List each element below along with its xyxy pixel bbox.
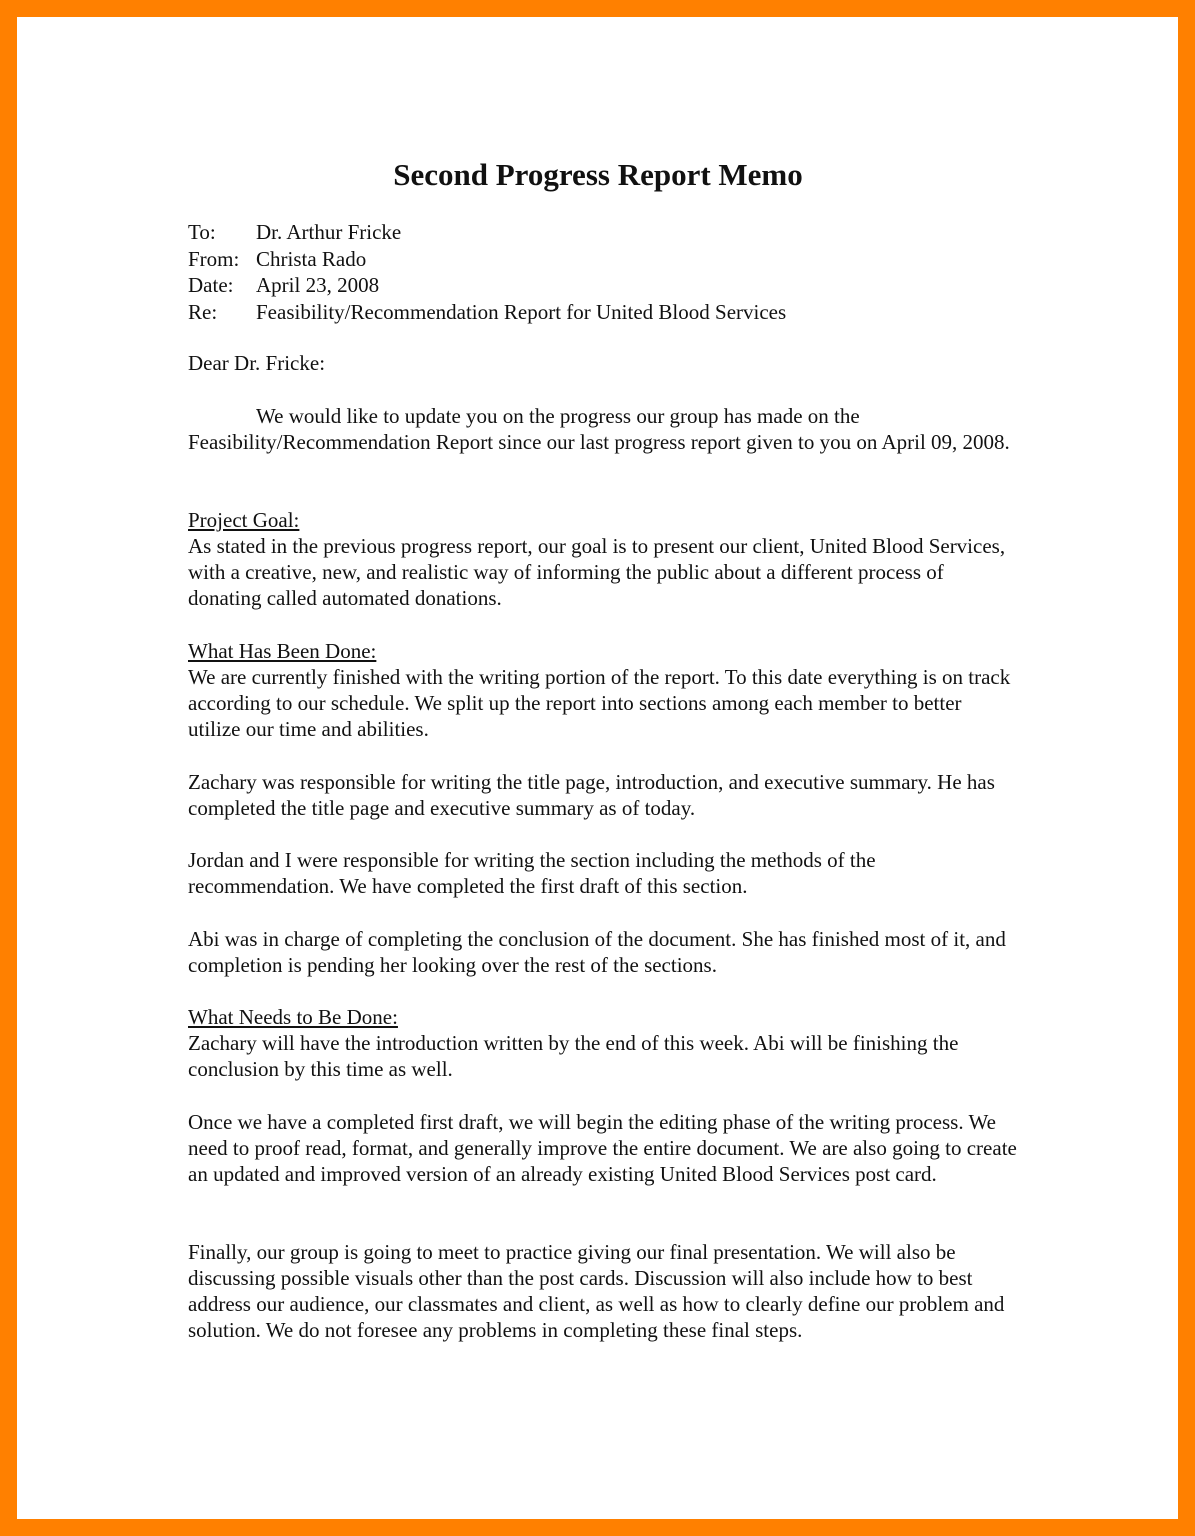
re-label: Re: <box>188 299 218 324</box>
memo-date-row <box>188 272 786 299</box>
salutation: Dear Dr. Fricke: <box>188 351 326 375</box>
todo-paragraph: Once we have a completed first draft, we will begin the editing phase of the writing process. We need to proof read, format, and generally improve the entire document. We are also going to create an updated and improved version of an already existing United Blood Services post card. <box>188 1110 1017 1186</box>
to-value: Dr. Arthur Fricke <box>256 220 402 244</box>
from-value: Christa Rado <box>256 246 367 271</box>
memo-to-row <box>188 219 786 246</box>
date-value: April 23, 2008 <box>256 273 380 297</box>
to-label: To: <box>188 220 216 244</box>
re-value: Feasibility/Recommendation Report for United Blood Services <box>256 299 787 324</box>
todo-heading: What Needs to Be Done: <box>188 1005 398 1029</box>
intro-paragraph: We would like to update you on the progress our group has made on the Feasibility/Recommendation Report since our last progress report given to you on April 09, 2008. <box>188 404 1010 454</box>
done-paragraph: Jordan and I were responsible for writing the section including the methods of the recommendation. We have completed the first draft of this section. <box>188 848 876 898</box>
date-label: Date: <box>188 273 234 297</box>
memo-title: Second Progress Report Memo <box>393 157 803 192</box>
todo-paragraph: Finally, our group is going to meet to practice giving our final presentation. We will also be discussing possible visuals other than the post cards. Discussion will also include how to best address our audience, our classmates and client, as well as how to clearly define our problem and solution. We do not foresee any problems in completing these final steps. <box>188 1240 1005 1342</box>
todo-paragraph: Zachary will have the introduction written by the end of this week. Abi will be finishing the conclusion by this time as well. <box>188 1031 959 1081</box>
memo-from-row <box>188 246 786 273</box>
todo-section <box>188 1004 1018 1082</box>
project-goal-text: As stated in the previous progress report, our goal is to present our client, United Blood Services, with a creative, new, and realistic way of informing the public about a different process of donating called automated donations. <box>188 534 1006 610</box>
from-label: From: <box>188 246 240 271</box>
memo-header <box>188 219 786 325</box>
done-heading: What Has Been Done: <box>188 639 377 663</box>
done-paragraph: Abi was in charge of completing the conclusion of the document. She has finished most of it, and completion is pending her looking over the rest of the sections. <box>188 927 1006 977</box>
project-goal-section <box>188 507 1018 611</box>
memo-re-row <box>188 299 786 326</box>
done-paragraph: We are currently finished with the writing portion of the report. To this date everything is on track according to our schedule. We split up the report into sections among each member to better utilize our time and abilities. <box>188 665 1011 741</box>
done-section <box>188 638 1018 742</box>
memo-page <box>17 17 1178 1519</box>
done-paragraph: Zachary was responsible for writing the title page, introduction, and executive summary. He has completed the title page and executive summary as of today. <box>188 770 995 820</box>
project-goal-heading: Project Goal: <box>188 508 300 532</box>
